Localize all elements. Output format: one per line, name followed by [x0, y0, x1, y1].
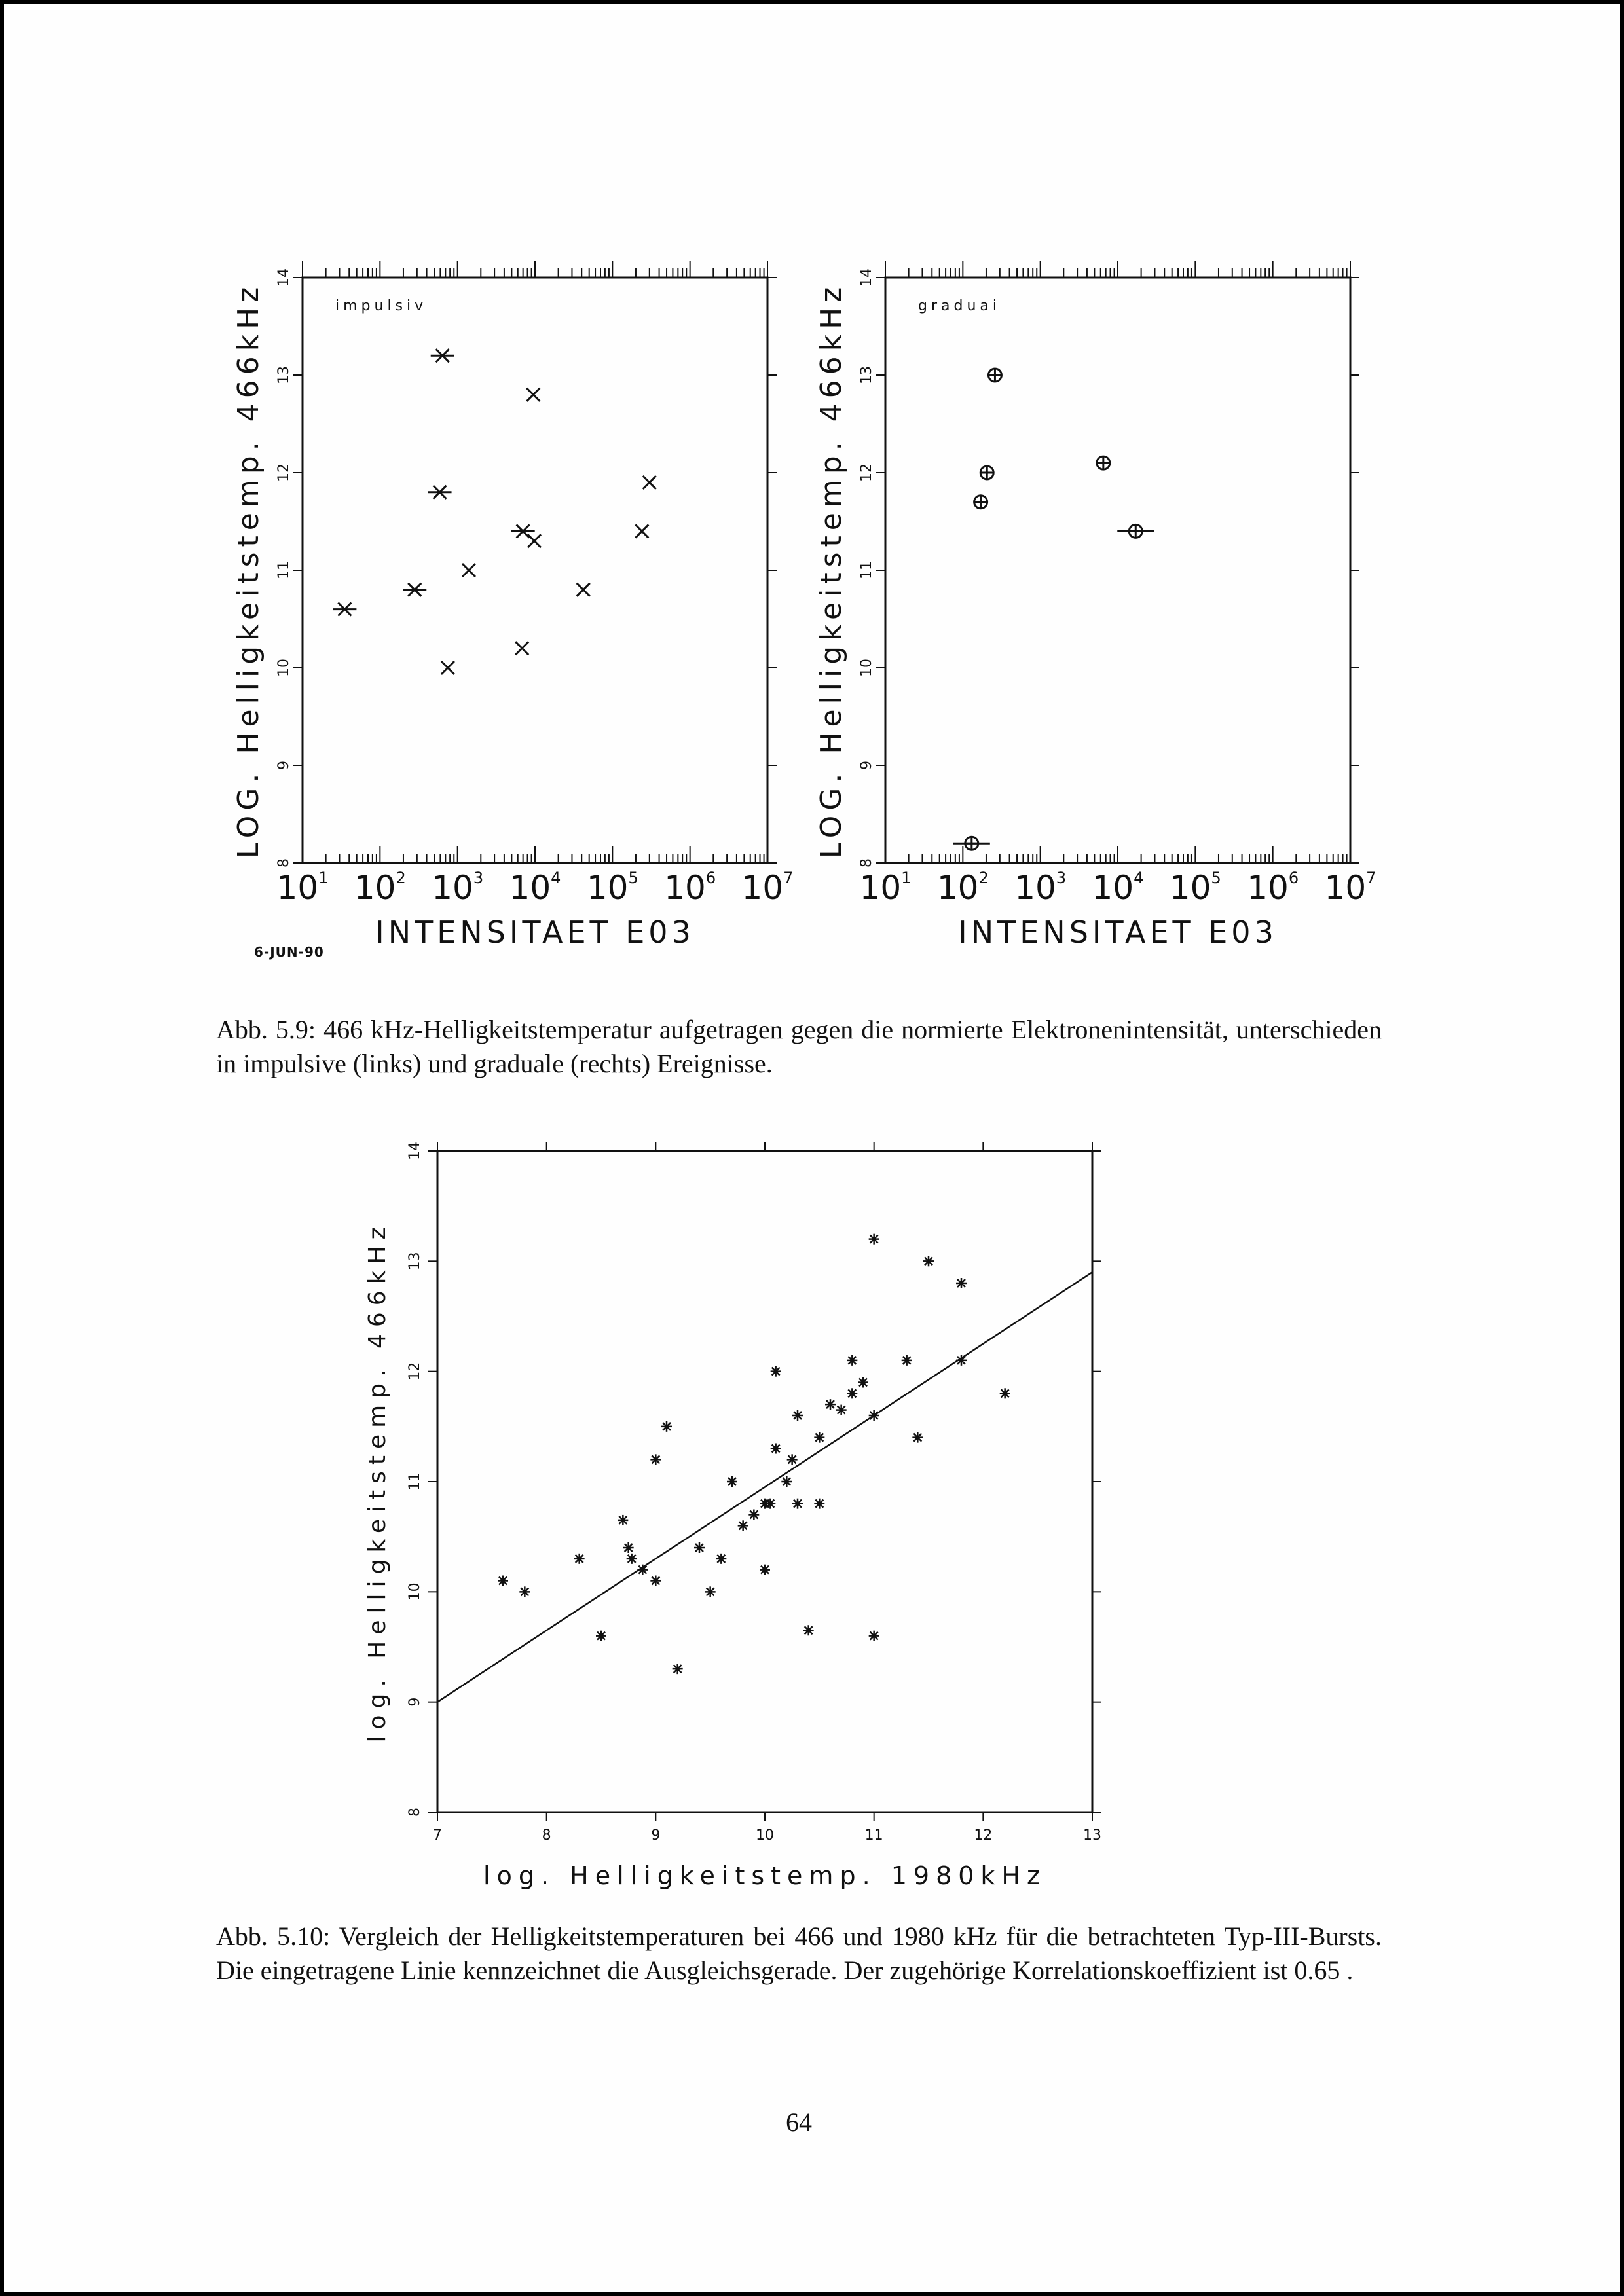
data-point [980, 466, 993, 479]
x-tick-exponent: 6 [705, 869, 716, 887]
data-point [596, 1631, 606, 1641]
y-tick-label: 14 [407, 1142, 423, 1160]
figure-caption-5-9: Abb. 5.9: 466 kHz-Helligkeitstemperatur aufgetragen gegen die normierte Elektronenintensität, unterschieden in impulsive (links) und graduale (rechts) Ereignisse. [216, 1015, 1382, 1078]
y-tick-label: 9 [407, 1697, 423, 1707]
x-tick-base: 10 [1092, 869, 1134, 907]
x-tick-base: 10 [586, 869, 629, 907]
x-tick-label [587, 869, 638, 907]
data-point [462, 564, 475, 577]
x-tick-label [1170, 869, 1221, 907]
x-tick-label [354, 869, 406, 907]
y-tick-label: 11 [858, 561, 875, 579]
data-point [902, 1355, 912, 1366]
y-tick-label: 11 [407, 1472, 423, 1491]
data-point [781, 1476, 792, 1487]
data-point [956, 1355, 967, 1366]
data-point [953, 837, 990, 850]
data-point [511, 524, 535, 538]
data-point [637, 1565, 648, 1575]
panel-label: impulsiv [335, 298, 428, 314]
x-tick-base: 10 [741, 869, 784, 907]
x-tick-base: 10 [1247, 869, 1289, 907]
data-point [748, 1510, 759, 1520]
x-tick-exponent: 7 [1366, 869, 1376, 887]
data-point [526, 388, 540, 401]
y-tick-label: 12 [276, 464, 292, 482]
data-point [431, 349, 454, 362]
y-tick-label: 14 [276, 268, 292, 287]
y-tick-label: 9 [858, 761, 875, 770]
data-point [1097, 456, 1110, 469]
x-axis-label: INTENSITAET E03 [958, 915, 1278, 950]
x-tick-exponent: 5 [1211, 869, 1221, 887]
data-point [803, 1625, 814, 1635]
data-point [1000, 1388, 1010, 1398]
x-tick-exponent: 3 [1056, 869, 1067, 887]
x-tick-base: 10 [859, 869, 902, 907]
y-axis-label: log. Helligkeitstemp. 466kHz [364, 1220, 391, 1743]
data-point [836, 1405, 847, 1415]
data-point [694, 1542, 705, 1553]
data-point [869, 1631, 879, 1641]
data-point [792, 1499, 803, 1509]
data-point [333, 603, 356, 616]
x-axis-label: log. Helligkeitstemp. 1980kHz [483, 1861, 1046, 1890]
x-tick-base: 10 [354, 869, 396, 907]
y-tick-label: 12 [407, 1362, 423, 1381]
y-tick-label: 9 [276, 761, 292, 770]
data-point [1117, 524, 1154, 538]
regression-line [437, 1272, 1092, 1702]
x-tick-base: 10 [664, 869, 706, 907]
x-tick-exponent: 3 [473, 869, 484, 887]
data-point [787, 1454, 798, 1465]
data-point [661, 1421, 672, 1432]
x-tick-exponent: 7 [783, 869, 794, 887]
y-tick-label: 13 [276, 366, 292, 384]
y-tick-label: 10 [407, 1582, 423, 1601]
x-tick-exponent: 4 [551, 869, 561, 887]
data-point [869, 1234, 879, 1245]
x-tick-label [664, 869, 716, 907]
y-tick-label: 8 [407, 1808, 423, 1817]
x-tick-label [1092, 869, 1144, 907]
panel-label: graduai [918, 298, 1001, 314]
data-point [627, 1554, 637, 1564]
data-point [403, 583, 426, 596]
data-point [618, 1515, 628, 1525]
x-tick-label [860, 869, 912, 907]
x-tick-label [509, 869, 561, 907]
x-tick-exponent: 2 [396, 869, 406, 887]
data-point [738, 1520, 748, 1531]
data-point [650, 1454, 661, 1465]
x-tick-exponent: 4 [1134, 869, 1144, 887]
data-point [515, 642, 528, 655]
y-tick-label: 8 [858, 858, 875, 867]
x-tick-label [277, 869, 329, 907]
data-point [577, 583, 590, 596]
x-tick-exponent: 5 [628, 869, 638, 887]
data-point [716, 1554, 726, 1564]
x-tick-label: 10 [756, 1827, 774, 1844]
x-tick-base: 10 [509, 869, 551, 907]
data-point [988, 369, 1001, 382]
x-tick-base: 10 [1324, 869, 1367, 907]
data-point [673, 1664, 683, 1674]
x-tick-label [742, 869, 794, 907]
data-point [771, 1366, 781, 1377]
figure-caption-5-10: Abb. 5.10: Vergleich der Helligkeitstemperaturen bei 466 und 1980 kHz für die betrachteten Typ-III-Bursts. Die eingetragene Linie kennzeichnet die Ausgleichsgerade. Der zugehörige Korrelationskoeffizient ist 0.65 . [216, 1922, 1382, 1985]
x-tick-base: 10 [276, 869, 319, 907]
data-point [974, 496, 987, 509]
data-point [814, 1499, 824, 1509]
x-tick-base: 10 [936, 869, 979, 907]
x-axis-label: INTENSITAET E03 [375, 915, 695, 950]
data-point [441, 661, 454, 674]
x-tick-label [937, 869, 989, 907]
plot-frame [437, 1151, 1092, 1812]
x-tick-base: 10 [1169, 869, 1211, 907]
data-point [792, 1410, 803, 1421]
x-tick-exponent: 6 [1288, 869, 1299, 887]
y-tick-label: 12 [858, 464, 875, 482]
data-point [847, 1355, 857, 1366]
y-tick-label: 13 [858, 366, 875, 384]
data-point [923, 1256, 934, 1266]
y-tick-label: 11 [276, 561, 292, 579]
x-tick-label [1014, 869, 1066, 907]
x-tick-label [432, 869, 483, 907]
plot-frame [303, 278, 767, 863]
data-point [760, 1565, 770, 1575]
data-point [869, 1410, 879, 1421]
x-tick-label: 9 [651, 1827, 661, 1844]
data-point [428, 486, 452, 499]
y-tick-label: 8 [276, 858, 292, 867]
data-point [825, 1399, 836, 1410]
data-point [771, 1444, 781, 1454]
data-point [643, 476, 656, 489]
y-axis-label: LOG. Helligkeitstemp. 466kHz [232, 282, 265, 859]
data-point [847, 1388, 857, 1398]
data-point [574, 1554, 585, 1564]
page-number: 64 [786, 2107, 812, 2137]
data-point [635, 524, 648, 538]
data-point [519, 1586, 530, 1597]
x-tick-label: 12 [974, 1827, 993, 1844]
date-stamp: 6-JUN-90 [254, 944, 324, 960]
x-tick-exponent: 1 [318, 869, 329, 887]
x-tick-label: 13 [1083, 1827, 1101, 1844]
chart-comparison [354, 1126, 1126, 1899]
data-point [498, 1576, 508, 1586]
x-tick-label: 8 [542, 1827, 551, 1844]
data-point [956, 1278, 967, 1288]
y-tick-label: 10 [858, 659, 875, 677]
data-point [912, 1432, 923, 1443]
x-tick-exponent: 1 [901, 869, 912, 887]
x-tick-label: 7 [433, 1827, 442, 1844]
x-tick-label: 11 [864, 1827, 883, 1844]
chart-gradual [805, 255, 1408, 982]
data-point [858, 1377, 868, 1388]
data-point [650, 1576, 661, 1586]
data-point [705, 1586, 716, 1597]
x-tick-base: 10 [432, 869, 473, 907]
x-tick-label [1325, 869, 1376, 907]
x-tick-base: 10 [1014, 869, 1056, 907]
data-point [623, 1542, 634, 1553]
y-axis-label: LOG. Helligkeitstemp. 466kHz [815, 282, 848, 859]
data-point [814, 1432, 824, 1443]
y-tick-label: 13 [407, 1252, 423, 1271]
data-point [727, 1476, 737, 1487]
x-tick-exponent: 2 [978, 869, 989, 887]
data-point [528, 534, 541, 547]
data-point [765, 1499, 775, 1509]
plot-frame [885, 278, 1350, 863]
chart-impulsive [223, 255, 812, 982]
x-tick-label [1247, 869, 1299, 907]
y-tick-label: 14 [858, 268, 875, 287]
y-tick-label: 10 [276, 659, 292, 677]
